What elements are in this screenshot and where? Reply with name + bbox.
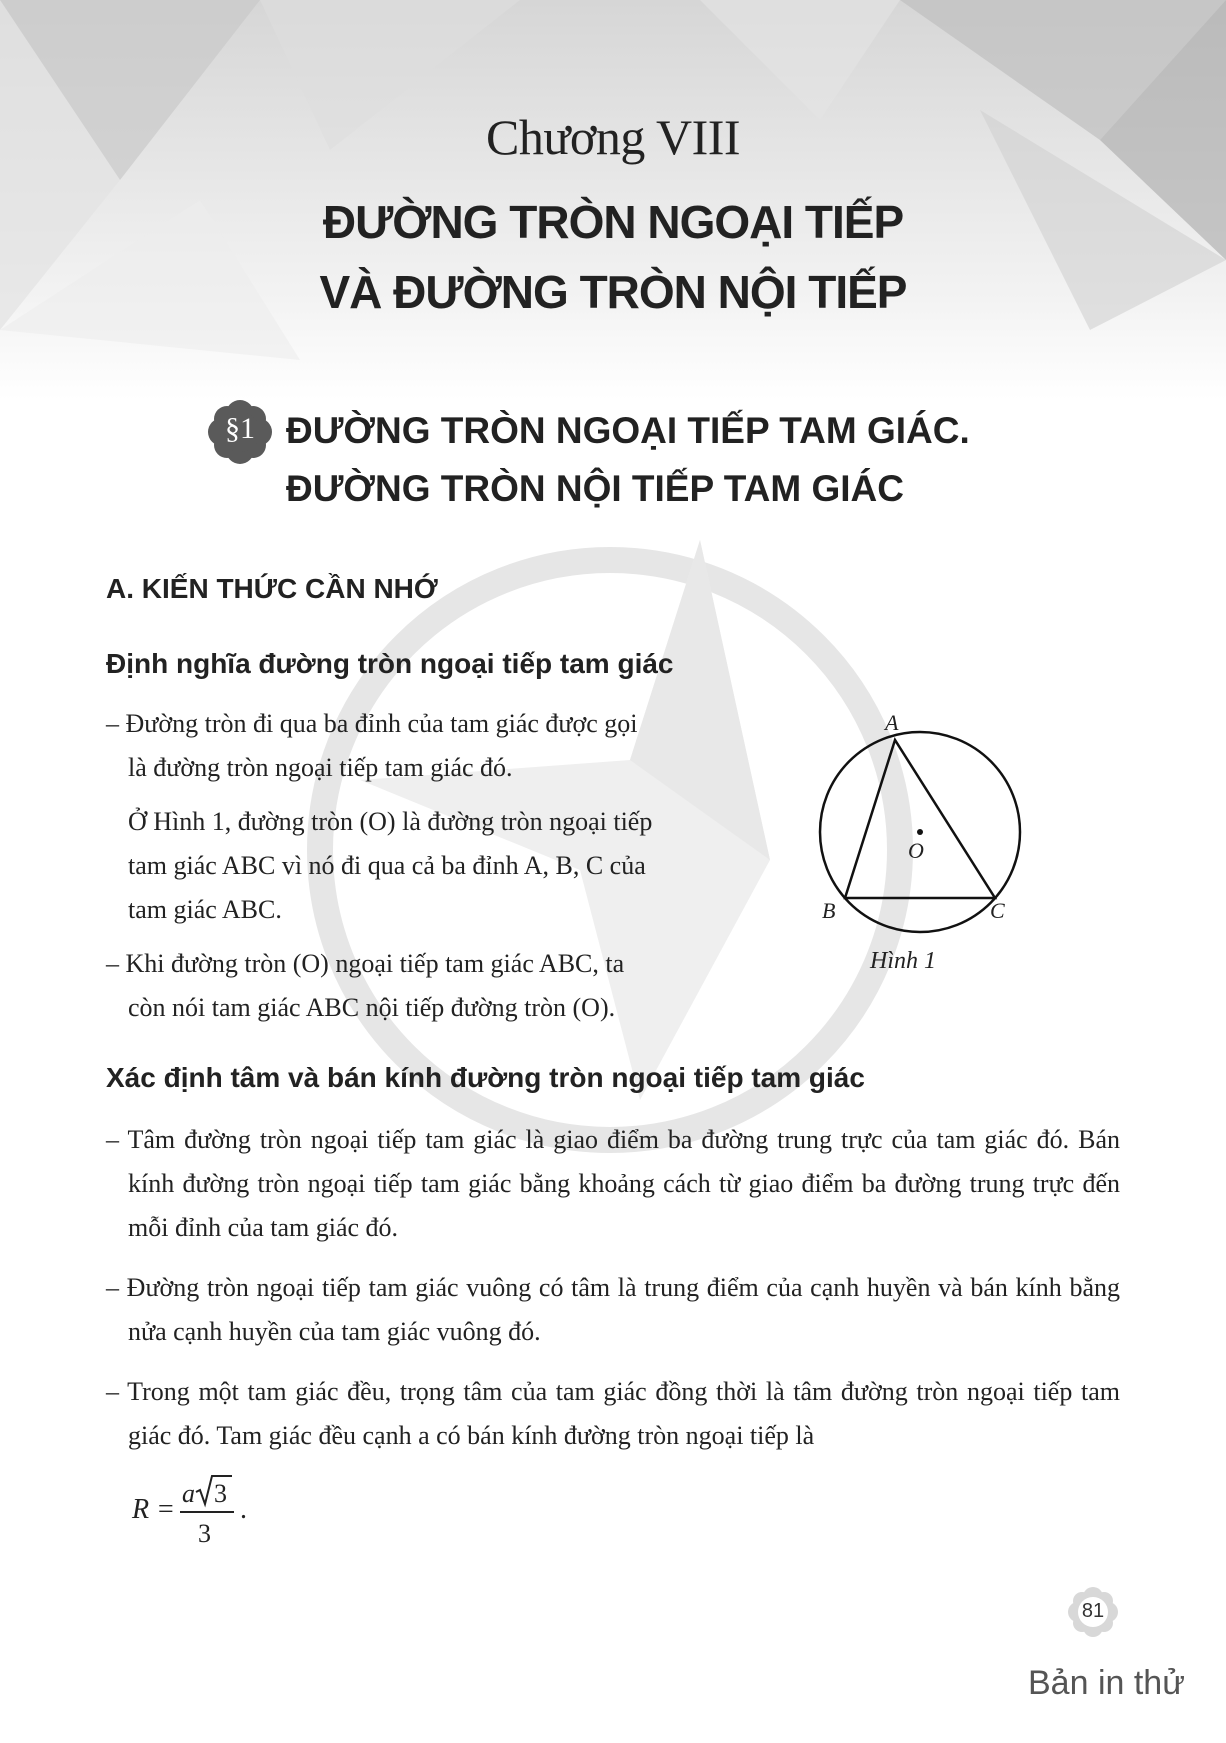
definition-p1-line1: – Đường tròn đi qua ba đỉnh của tam giác được gọi	[106, 709, 638, 738]
triangle-abc	[845, 740, 995, 898]
center-point-o	[917, 829, 923, 835]
center-radius-bullet-2: – Đường tròn ngoại tiếp tam giác vuông có tâm là trung điểm của cạnh huyền và bán kính bằng nửa cạnh huyền của tam giác vuông đó.	[106, 1273, 1120, 1346]
formula-end: .	[240, 1494, 247, 1525]
vertex-label-c: C	[990, 898, 1005, 923]
page-number: 81	[1081, 1600, 1105, 1622]
section-number: §1	[225, 412, 255, 445]
vertex-label-b: B	[822, 898, 836, 923]
chapter-title-line2: VÀ ĐƯỜNG TRÒN NỘI TIẾP	[319, 266, 907, 318]
part-heading: A. KIẾN THỨC CẦN NHỚ	[106, 573, 438, 604]
formula-denominator: 3	[198, 1519, 211, 1548]
definition-p1-line2: là đường tròn ngoại tiếp tam giác đó.	[128, 753, 513, 782]
draft-label: Bản in thử	[1028, 1664, 1185, 1702]
definition-p2-line1: Ở Hình 1, đường tròn (O) là đường tròn ngoại tiếp	[128, 807, 653, 836]
section-title-line1: ĐƯỜNG TRÒN NGOẠI TIẾP TAM GIÁC.	[286, 410, 970, 451]
section-title-line2: ĐƯỜNG TRÒN NỘI TIẾP TAM GIÁC	[286, 468, 904, 509]
figure-circumscribed-circle	[800, 700, 1060, 940]
formula-lhs: R =	[132, 1494, 175, 1525]
definition-p3-line2: còn nói tam giác ABC nội tiếp đường tròn (O).	[128, 993, 616, 1022]
definition-paragraph-1	[106, 702, 704, 790]
definition-p2-line2: tam giác ABC vì nó đi qua cả ba đỉnh A, B, C của	[128, 851, 646, 880]
formula-numerator-root: 3	[214, 1479, 227, 1508]
figure-caption: Hình 1	[870, 948, 936, 974]
definition-paragraph-2	[106, 800, 704, 932]
center-radius-bullet-3: – Trong một tam giác đều, trọng tâm của tam giác đồng thời là tâm đường tròn ngoại tiếp tam giác đó. Tam giác đều cạnh a có bán kính đường tròn ngoại tiếp là	[106, 1377, 1120, 1450]
center-radius-bullet-1: – Tâm đường tròn ngoại tiếp tam giác là giao điểm ba đường trung trực của tam giác đó. Bán kính đường tròn ngoại tiếp tam giác bằng khoảng cách từ giao điểm ba đường trung trực đến mỗi đỉnh của tam giác đó.	[106, 1125, 1120, 1242]
chapter-title-line1: ĐƯỜNG TRÒN NGOẠI TIẾP	[322, 196, 904, 248]
definition-paragraph-3	[106, 942, 704, 1030]
formula-numerator-a: a	[182, 1479, 195, 1508]
chapter-label: Chương VIII	[485, 109, 741, 165]
definition-heading: Định nghĩa đường tròn ngoại tiếp tam giác	[106, 648, 674, 679]
formula-circumradius	[130, 1472, 270, 1552]
center-radius-heading: Xác định tâm và bán kính đường tròn ngoại tiếp tam giác	[106, 1062, 865, 1093]
center-label-o: O	[908, 838, 924, 863]
definition-p2-line3: tam giác ABC.	[128, 895, 282, 924]
definition-p3-line1: – Khi đường tròn (O) ngoại tiếp tam giác ABC, ta	[106, 949, 625, 978]
vertex-label-a: A	[885, 710, 899, 735]
